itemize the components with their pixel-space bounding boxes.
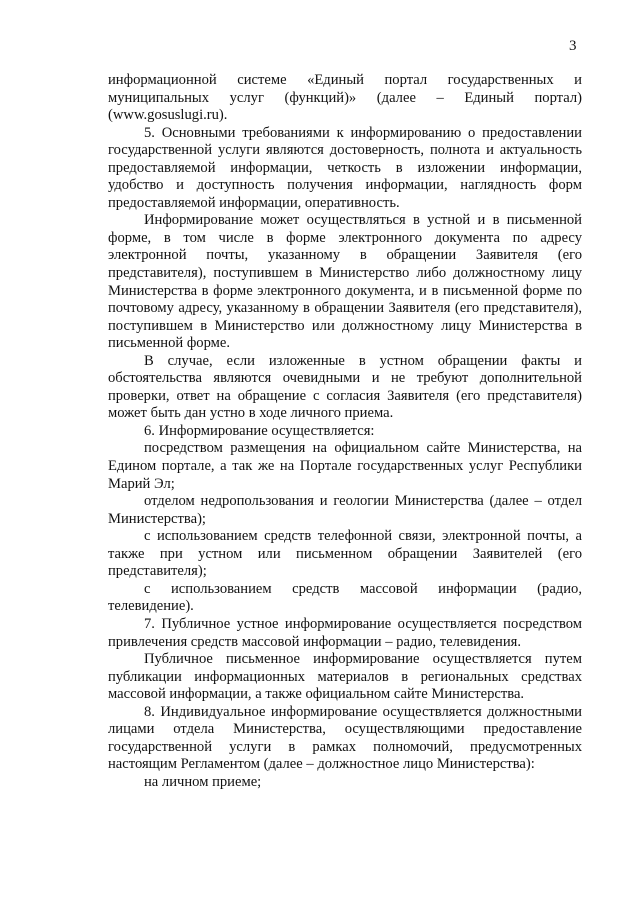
paragraph: 6. Информирование осуществляется: bbox=[144, 422, 375, 439]
paragraph: Информирование может осуществляться в устной и в письменной форме, в том числе в форме электронного документа по адресу электронной почты, указанному в обращении Заявителя (его представителя), поступившем в Министерство либо должностному лицу Министерства в форме электронного документа, и в письменной форме по почтовому адресу, указанному в обращении Заявителя (его представителя), поступившем в Министерство или должностному лицу Министерства в письменной форме. bbox=[108, 212, 582, 352]
paragraph: информационной системе «Единый портал государственных и муниципальных услуг (функций)» (далее – Единый портал) (www.gosuslugi.ru). bbox=[108, 72, 582, 124]
paragraph: с использованием средств телефонной связи, электронной почты, а также при устном или письменном обращении Заявителей (его представителя); bbox=[108, 528, 582, 580]
paragraph: отделом недропользования и геологии Министерства (далее – отдел Министерства); bbox=[108, 493, 582, 527]
paragraph: 7. Публичное устное информирование осуществляется посредством привлечения средств массовой информации – радио, телевидения. bbox=[108, 615, 582, 650]
page-number: 3 bbox=[569, 38, 577, 54]
document-body bbox=[108, 72, 582, 791]
paragraph: Публичное письменное информирование осуществляется путем публикации информационных материалов в региональных средствах массовой информации, а также официальном сайте Министерства. bbox=[108, 651, 582, 703]
paragraph: посредством размещения на официальном сайте Министерства, на Едином портале, а так же на Портале государственных услуг Республики Марий Эл; bbox=[108, 440, 582, 492]
paragraph: В случае, если изложенные в устном обращении факты и обстоятельства являются очевидными и не требуют дополнительной проверки, ответ на обращение с согласия Заявителя (его представителя) может быть дан устно в ходе личного приема. bbox=[108, 352, 582, 422]
paragraph: 8. Индивидуальное информирование осуществляется должностными лицами отдела Министерства, осуществляющими предоставление государственной услуги в рамках полномочий, предусмотренных настоящим Регламентом (далее – должностное лицо Министерства): bbox=[108, 703, 582, 773]
paragraph: 5. Основными требованиями к информированию о предоставлении государственной услуги являются достоверность, полнота и актуальность предоставляемой информации, четкость в изложении информации, удобство и доступность получения информации, наглядность форм предоставляемой информации, оперативность. bbox=[108, 124, 582, 211]
paragraph: на личном приеме; bbox=[144, 773, 262, 790]
paragraph: с использованием средств массовой информации (радио, телевидение). bbox=[108, 580, 582, 615]
